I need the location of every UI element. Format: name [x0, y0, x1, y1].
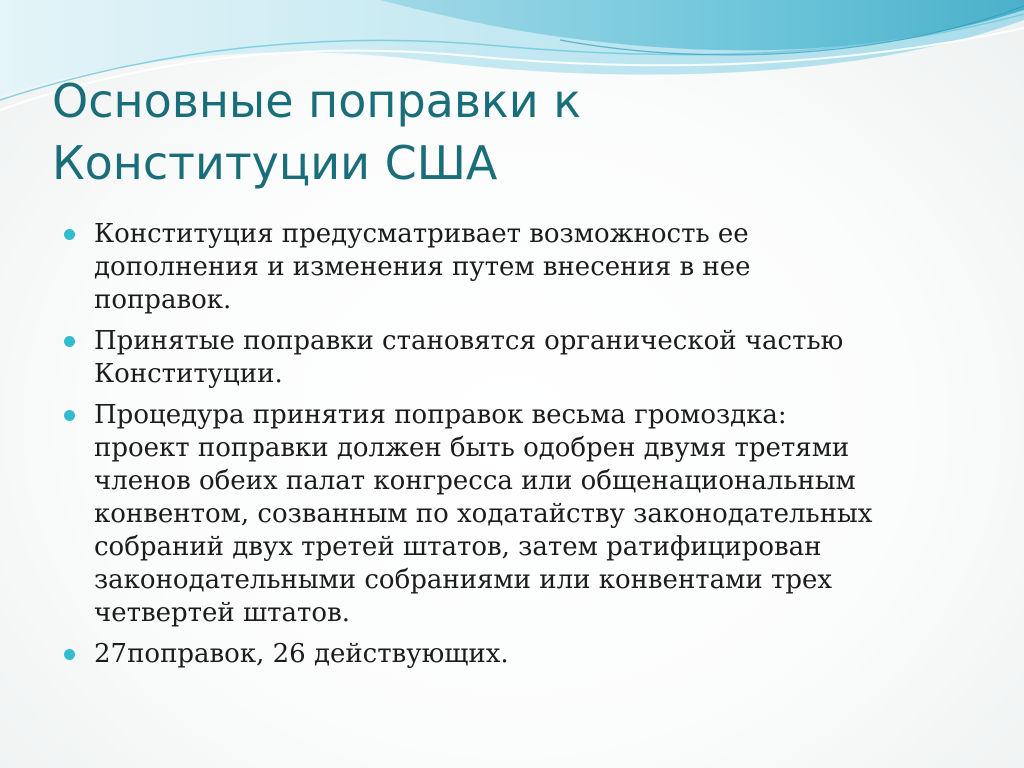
- bullet-item: [62, 218, 982, 317]
- bullet-line: четвертей штатов.: [94, 598, 350, 628]
- bullet-item: [62, 638, 982, 671]
- bullet-marker-icon: [64, 229, 75, 240]
- bullet-line: собраний двух третей штатов, затем ратифицирован: [94, 532, 822, 562]
- bullet-line: законодательными собраниями или конвентами трех: [94, 565, 833, 595]
- bullet-line: конвентом, созванным по ходатайству законодательных: [94, 499, 873, 529]
- bullet-item: [62, 399, 982, 630]
- bullet-line: Принятые поправки становятся органической частью: [94, 326, 844, 356]
- bullet-line: членов обеих палат конгресса или общенациональным: [94, 466, 856, 496]
- slide-title-line: Основные поправки к: [52, 74, 582, 128]
- bullet-marker-icon: [64, 336, 75, 347]
- bullet-list: [62, 218, 982, 679]
- bullet-marker-icon: [64, 649, 75, 660]
- bullet-line: Процедура принятия поправок весьма громоздка:: [94, 400, 787, 430]
- slide-title: [52, 70, 952, 194]
- slide-title-line: Конституции США: [52, 136, 498, 190]
- bullet-item: [62, 325, 982, 391]
- bullet-marker-icon: [64, 410, 75, 421]
- bullet-line: дополнения и изменения путем внесения в нее: [94, 252, 751, 282]
- bullet-line: проект поправки должен быть одобрен двумя третями: [94, 433, 850, 463]
- bullet-line: поправок.: [94, 285, 232, 315]
- bullet-line: 27поправок, 26 действующих.: [94, 639, 509, 669]
- bullet-line: Конституции.: [94, 359, 283, 389]
- bullet-line: Конституция предусматривает возможность ее: [94, 219, 749, 249]
